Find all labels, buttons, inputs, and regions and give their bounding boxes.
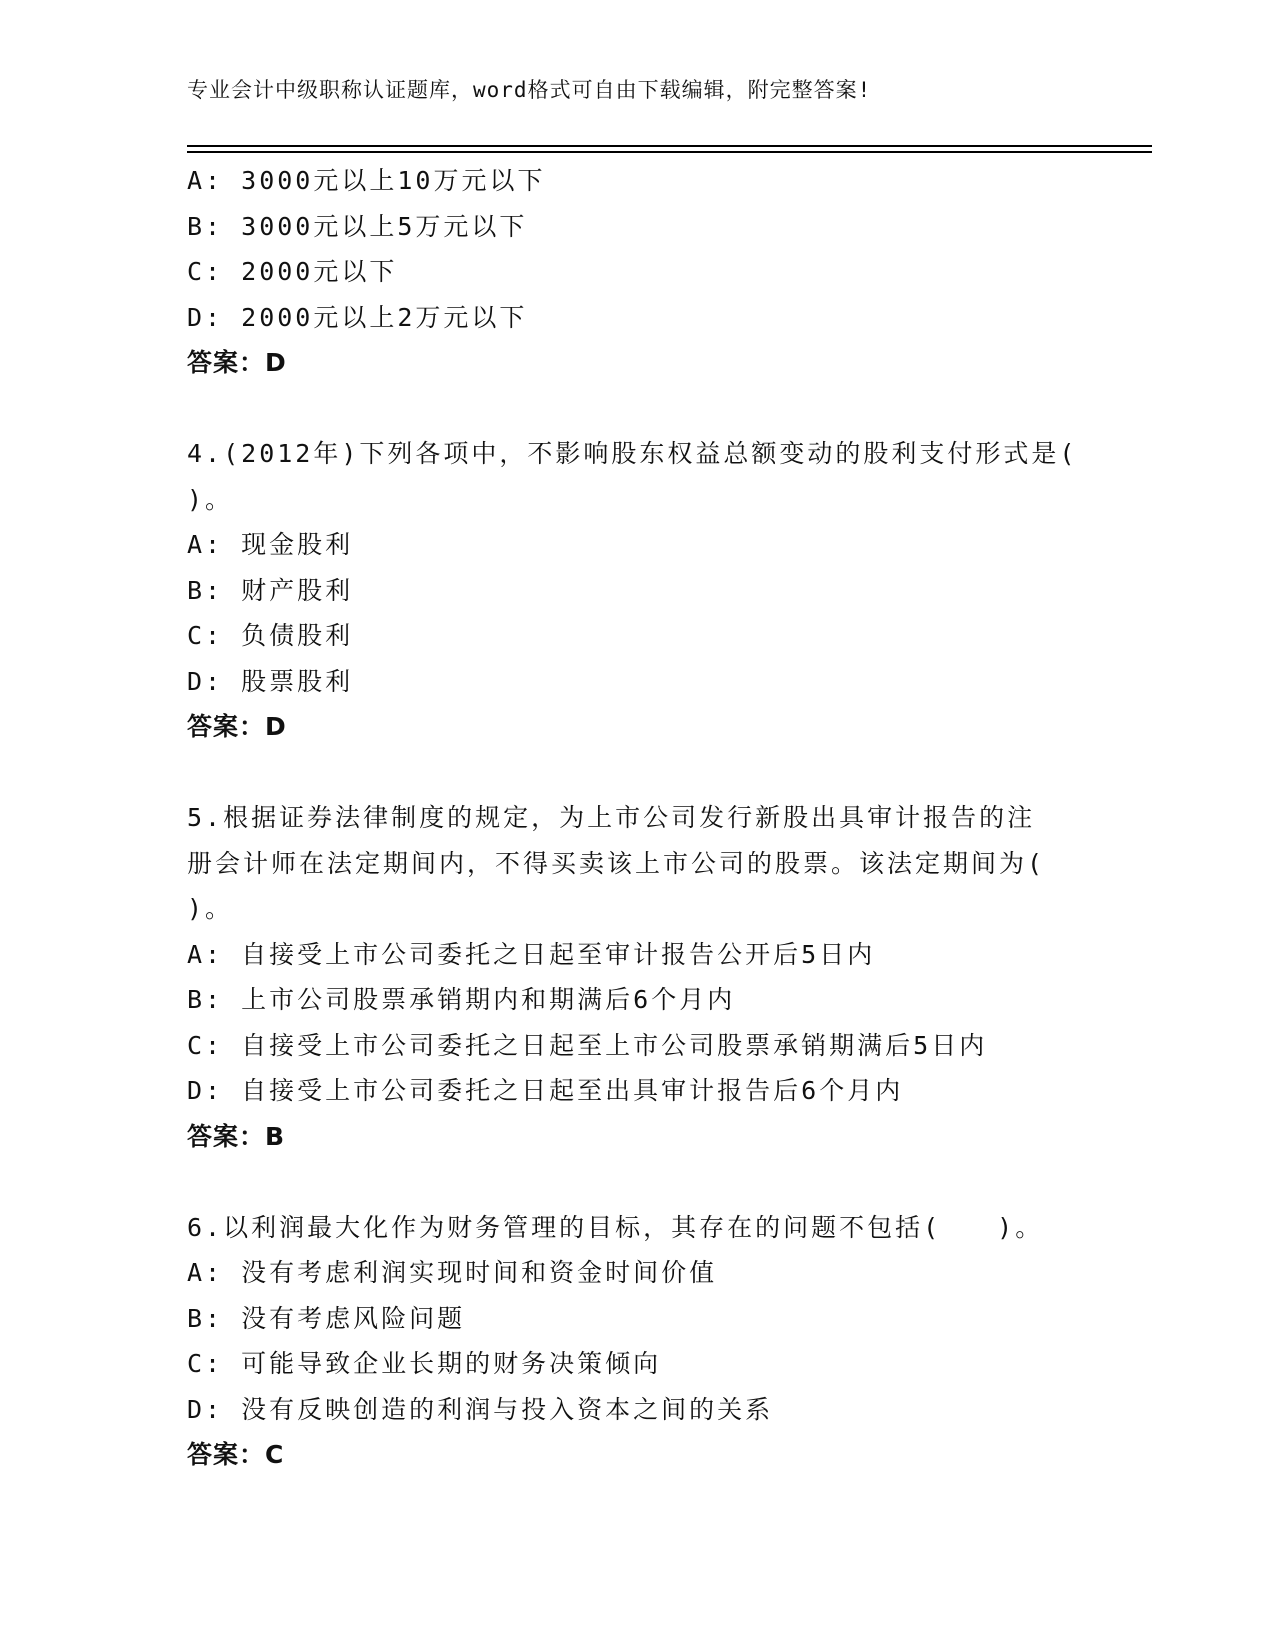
option-b: B: 上市公司股票承销期内和期满后6个月内 <box>187 985 736 1014</box>
option-b: B: 财产股利 <box>187 575 354 605</box>
header-rule-top <box>187 145 1152 147</box>
question-stem: 册会计师在法定期间内，不得买卖该上市公司的股票。该法定期间为( <box>187 848 1046 878</box>
option-d: D: 2000元以上2万元以下 <box>187 302 528 332</box>
question-stem: 4.(2012年)下列各项中，不影响股东权益总额变动的股利支付形式是( <box>187 439 1078 468</box>
page-header: 专业会计中级职称认证题库，word格式可自由下载编辑，附完整答案! <box>187 78 872 102</box>
option-c: C: 自接受上市公司委托之日起至上市公司股票承销期满后5日内 <box>187 1030 988 1060</box>
answer: 答案：D <box>187 712 287 741</box>
option-a: A: 现金股利 <box>187 530 354 559</box>
option-b: B: 3000元以上5万元以下 <box>187 211 528 241</box>
option-a: A: 3000元以上10万元以下 <box>187 166 546 195</box>
question-5 <box>187 795 1087 1159</box>
option-c: C: 可能导致企业长期的财务决策倾向 <box>187 1349 662 1378</box>
answer: 答案：D <box>187 348 287 377</box>
question-stem: 6.以利润最大化作为财务管理的目标，其存在的问题不包括( )。 <box>187 1212 1044 1242</box>
option-d: D: 没有反映创造的利润与投入资本之间的关系 <box>187 1394 774 1424</box>
question-spacer <box>187 386 1087 432</box>
option-a: A: 自接受上市公司委托之日起至审计报告公开后5日内 <box>187 939 876 969</box>
option-a: A: 没有考虑利润实现时间和资金时间价值 <box>187 1258 718 1287</box>
question-stem: )。 <box>187 484 234 514</box>
answer: 答案：B <box>187 1121 286 1151</box>
question-stem: 5.根据证券法律制度的规定，为上市公司发行新股出具审计报告的注 <box>187 803 1036 832</box>
option-c: C: 负债股利 <box>187 621 354 650</box>
question-spacer <box>187 1159 1087 1205</box>
option-b: B: 没有考虑风险问题 <box>187 1303 466 1333</box>
question-4 <box>187 431 1087 750</box>
question-3 <box>187 158 1087 386</box>
answer: 答案：C <box>187 1440 285 1469</box>
option-c: C: 2000元以下 <box>187 257 398 286</box>
option-d: D: 自接受上市公司委托之日起至出具审计报告后6个月内 <box>187 1076 904 1105</box>
question-spacer <box>187 750 1087 796</box>
question-6 <box>187 1205 1087 1478</box>
option-d: D: 股票股利 <box>187 666 354 696</box>
question-stem: )。 <box>187 894 234 923</box>
header-rule-bottom <box>187 151 1152 153</box>
question-content <box>187 158 1087 1478</box>
